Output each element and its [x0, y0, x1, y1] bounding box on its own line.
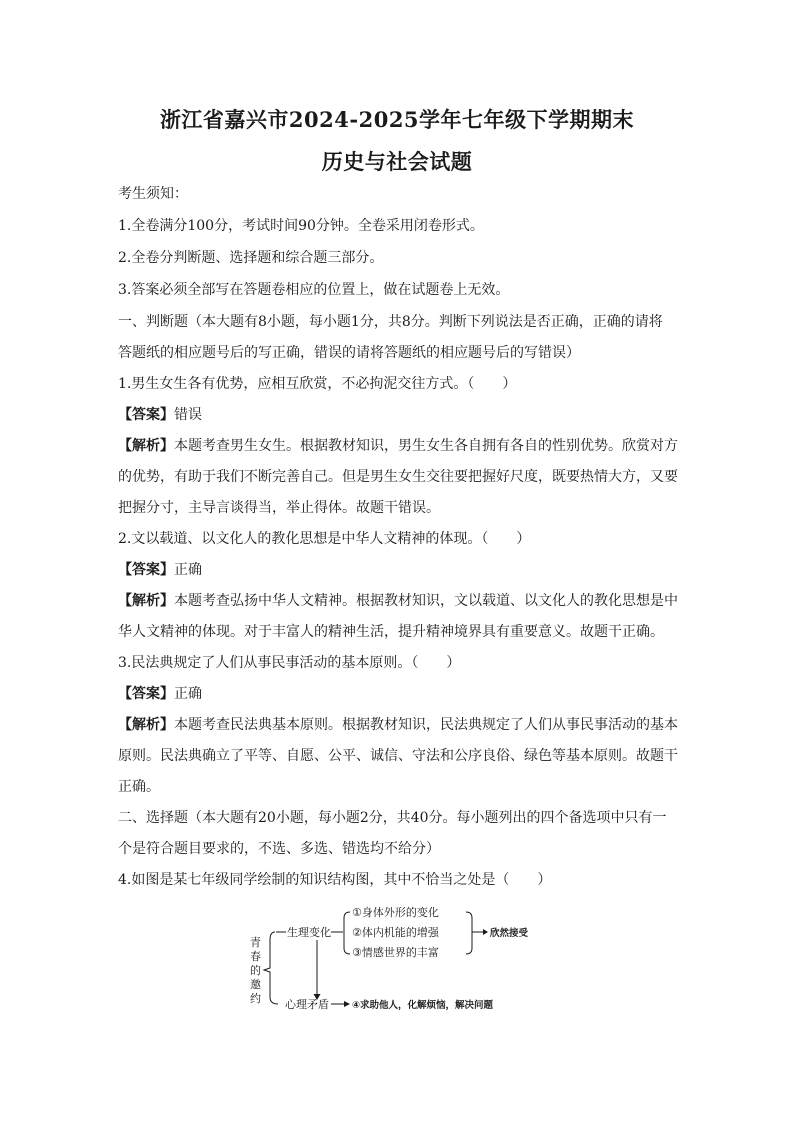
result-accept: 欣然接受	[490, 928, 529, 939]
item-1: ①身体外形的变化	[352, 906, 439, 919]
root-brace	[264, 932, 278, 1004]
q1-analysis-line3: 把握分寸，主导言谈得当，举止得体。故题干错误。	[118, 500, 440, 516]
analysis-text: 本题考查男生女生。根据教材知识，男生女生各自拥有各自的性别优势。欣赏对方	[174, 438, 678, 454]
analysis-text: 本题考查弘扬中华人文精神。根据教材知识，文以载道、以文化人的教化思想是中	[174, 593, 678, 609]
root-char-2: 春	[250, 950, 261, 963]
section1-heading-line2: 答题纸的相应题号后的写正确，错误的请将答题纸的相应题号后的写错误）	[118, 345, 580, 361]
item-3: ③情感世界的丰富	[352, 946, 439, 959]
exam-title-line2: 历史与社会试题	[321, 149, 473, 174]
arrowhead-icon	[344, 1001, 350, 1007]
notice-item-3: 3.答案必须全部写在答题卷相应的位置上，做在试题卷上无效。	[118, 282, 510, 298]
q4-stem: 4.如图是某七年级同学绘制的知识结构图，其中不恰当之处是（ ）	[118, 872, 552, 888]
item-2: ②体内机能的增强	[352, 926, 439, 939]
analysis-tag: 【解析】	[118, 717, 174, 733]
answer-tag: 【答案】	[118, 686, 174, 702]
notice-item-2: 2.全卷分判断题、选择题和综合题三部分。	[118, 250, 384, 266]
root-char-5: 约	[250, 992, 261, 1005]
root-char-1: 青	[250, 936, 261, 949]
q2-stem: 2.文以载道、以文化人的教化思想是中华人文精神的体现。（ ）	[118, 531, 531, 547]
items-brace-left	[344, 912, 350, 954]
answer-value: 正确	[174, 562, 202, 578]
q1-stem: 1.男生女生各有优势，应相互欣赏，不必拘泥交往方式。（ ）	[118, 376, 517, 392]
item-4: ④求助他人，化解烦恼，解决问题	[352, 1000, 494, 1011]
arrowhead-icon	[483, 929, 488, 935]
q3-analysis-line3: 正确。	[118, 779, 160, 795]
answer-tag: 【答案】	[118, 562, 174, 578]
branch-psychology: 心理矛盾	[285, 998, 329, 1011]
q1-analysis-line2: 的优势，有助于我们不断完善自己。但是男生女生交往要把握好尺度，既要热情大方，又要	[118, 469, 678, 485]
answer-tag: 【答案】	[118, 407, 174, 423]
analysis-tag: 【解析】	[118, 438, 174, 454]
exam-title-line1: 浙江省嘉兴市2024-2025学年七年级下学期期末	[159, 107, 635, 132]
q3-analysis-line2: 原则。民法典确立了平等、自愿、公平、诚信、守法和公序良俗、绿色等基本原则。故题干	[118, 748, 678, 764]
section2-heading-line2: 个是符合题目要求的，不选、多选、错选均不给分）	[118, 841, 440, 857]
root-char-3: 的	[250, 964, 261, 977]
q2-analysis-line2: 华人文精神的体现。对于丰富人的精神生活，提升精神境界具有重要意义。故题干正确。	[118, 624, 664, 640]
items-brace-right	[466, 912, 472, 954]
notice-item-1: 1.全卷满分100分，考试时间90分钟。全卷采用闭卷形式。	[118, 218, 484, 234]
answer-value: 正确	[174, 686, 202, 702]
q3-stem: 3.民法典规定了人们从事民事活动的基本原则。（ ）	[118, 655, 461, 671]
analysis-tag: 【解析】	[118, 593, 174, 609]
section1-heading-line1: 一、判断题（本大题有8小题，每小题1分，共8分。判断下列说法是否正确，正确的请将	[118, 314, 663, 330]
branch-physiology: 生理变化	[287, 926, 331, 939]
notice-heading: 考生须知：	[118, 186, 188, 202]
answer-value: 错误	[174, 407, 202, 423]
root-char-4: 邀	[250, 978, 261, 991]
section2-heading-line1: 二、选择题（本大题有20小题，每小题2分，共40分。每小题列出的四个备选项中只有一	[118, 810, 667, 826]
analysis-text: 本题考查民法典基本原则。根据教材知识，民法典规定了人们从事民事活动的基本	[174, 717, 678, 733]
